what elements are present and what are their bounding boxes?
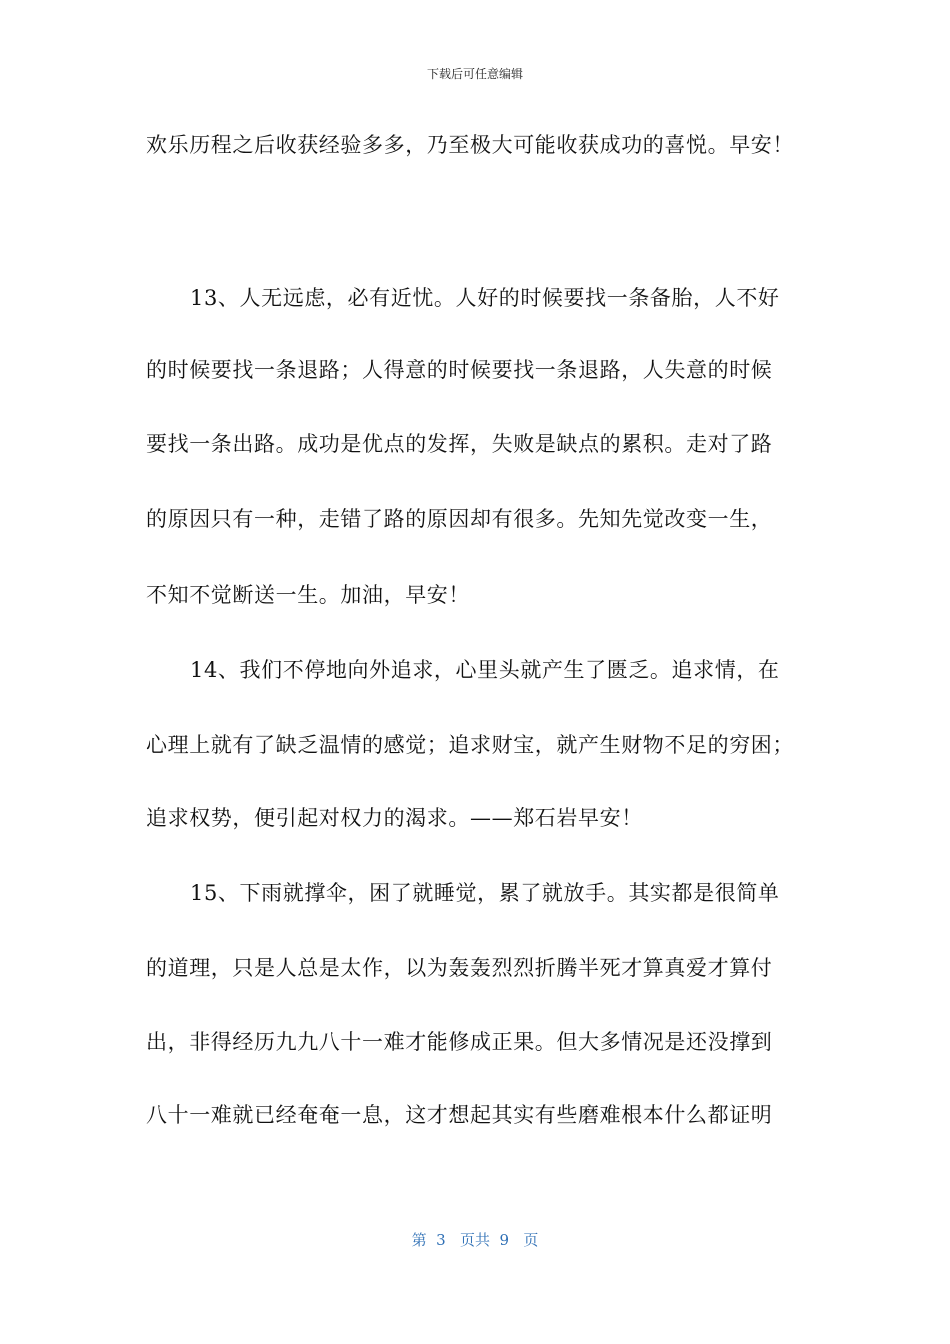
text-line: 欢乐历程之后收获经验多多，乃至极大可能收获成功的喜悦。早安！ (146, 133, 794, 157)
text-line: 要找一条出路。成功是优点的发挥，失败是缺点的累积。走对了路 (146, 432, 773, 456)
page-header-note: 下载后可任意编辑 (426, 67, 523, 81)
paragraph-15-line: 15、下雨就撑伞，困了就睡觉，累了就放手。其实都是很简单 (190, 881, 780, 905)
text-line: 的原因只有一种，走错了路的原因却有很多。先知先觉改变一生， (146, 507, 773, 531)
paragraph-13-line: 13、人无远虑，必有近忧。人好的时候要找一条备胎，人不好 (190, 286, 780, 310)
text-line: 出，非得经历九九八十一难才能修成正果。但大多情况是还没撑到 (146, 1030, 773, 1054)
text-line: 不知不觉断送一生。加油，早安！ (146, 583, 470, 607)
text-line: 的道理，只是人总是太作，以为轰轰烈烈折腾半死才算真爱才算付 (146, 956, 773, 980)
text-line: 的时候要找一条退路；人得意的时候要找一条退路，人失意的时候 (146, 358, 773, 382)
paragraph-14-line: 14、我们不停地向外追求，心里头就产生了匮乏。追求情，在 (190, 658, 780, 682)
text-line: 心理上就有了缺乏温情的感觉；追求财宝，就产生财物不足的穷困； (146, 733, 794, 757)
text-line: 追求权势，便引起对权力的渴求。——郑石岩早安！ (146, 806, 643, 830)
text-line: 八十一难就已经奄奄一息，这才想起其实有些磨难根本什么都证明 (146, 1103, 773, 1127)
page-number-indicator: 第 3 页共 9 页 (411, 1231, 539, 1249)
